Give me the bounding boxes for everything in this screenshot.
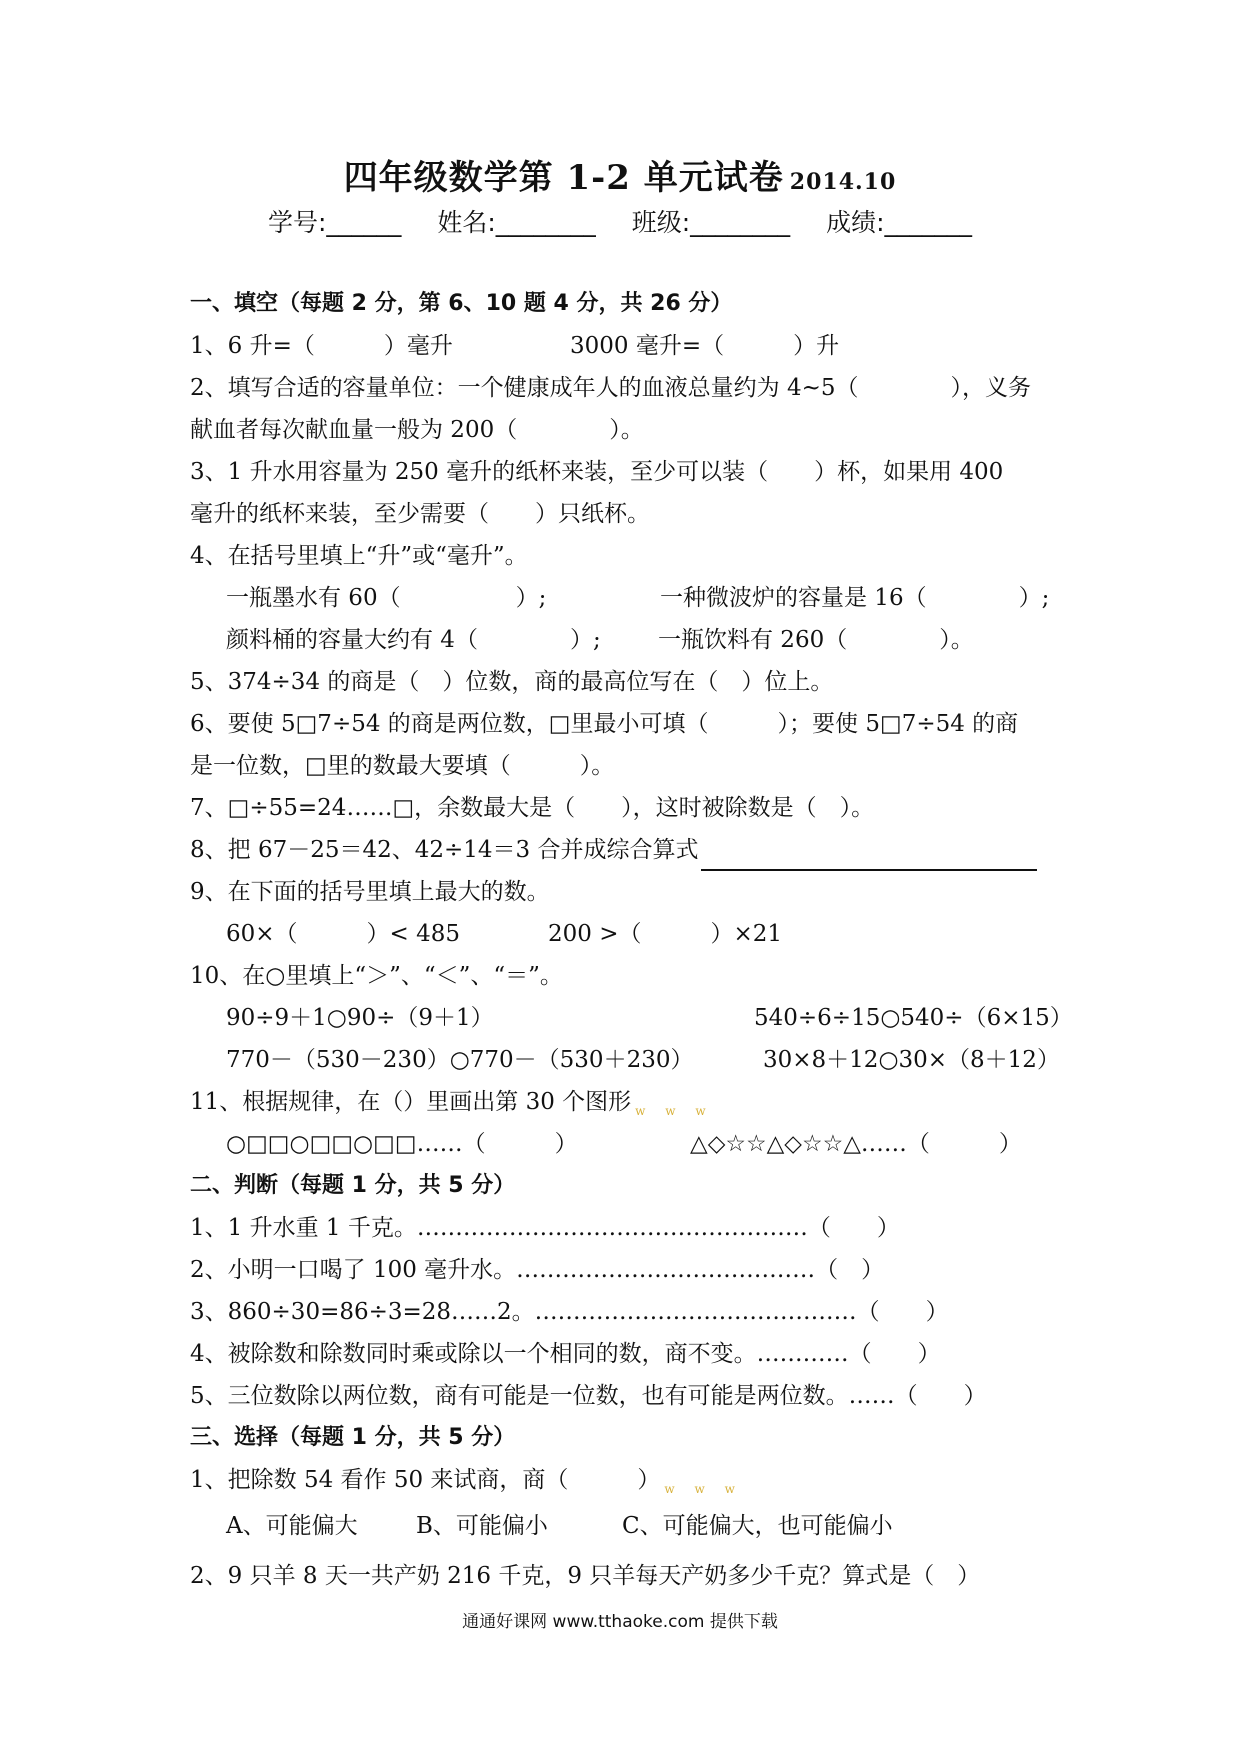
question-text: 8、把 67－25＝42、42÷14＝3 合并成综合算式 xyxy=(190,837,699,863)
question-2-line-1: 2、填写合适的容量单位：一个健康成年人的血液总量约为 4~5（ ），义务 xyxy=(190,375,1031,401)
question-4-row-1 xyxy=(190,577,1060,619)
question-6-line-2: 是一位数，□里的数最大要填（ ）。 xyxy=(190,753,615,779)
title-text: 四年级数学第 1-2 单元试卷 xyxy=(343,158,784,198)
option-a: A、可能偏大 xyxy=(226,1513,358,1539)
question-text: 30×8＋12○30×（8＋12） xyxy=(763,1047,1060,1073)
question-text: 1、6 升=（ ）毫升 xyxy=(190,333,453,359)
question-3-line-1: 3、1 升水用容量为 250 毫升的纸杯来装，至少可以装（ ）杯，如果用 400 xyxy=(190,459,1004,485)
option-b: B、可能偏小 xyxy=(416,1513,548,1539)
question-text: 3000 毫升=（ ）升 xyxy=(570,333,840,359)
question-text: 颜料桶的容量大约有 4（ ）; xyxy=(226,627,601,653)
question-3-line-2: 毫升的纸杯来装，至少需要（ ）只纸杯。 xyxy=(190,501,650,527)
answer-underline xyxy=(701,839,1037,871)
question-9-row xyxy=(190,913,1060,955)
exam-content xyxy=(190,283,1073,1597)
section-heading: 三、选择（每题 1 分，共 5 分） xyxy=(190,1425,516,1450)
question-10: 10、在○里填上“＞”、“＜”、“＝”。 xyxy=(190,963,563,989)
question-text: 一种微波炉的容量是 16（ ）; xyxy=(660,585,1050,611)
question-10-row-2 xyxy=(190,1039,1060,1081)
judgement-item-3: 3、860÷30=86÷3=28……2。……………………………………（ ） xyxy=(190,1299,949,1325)
question-4-row-2 xyxy=(190,619,1060,661)
section-heading: 一、填空（每题 2 分，第 6、10 题 4 分，共 26 分） xyxy=(190,291,733,316)
question-4: 4、在括号里填上“升”或“毫升”。 xyxy=(190,543,528,569)
question-text: 11、根据规律，在（）里画出第 30 个图形 xyxy=(190,1089,632,1115)
footer-text: 通通好课网 www.tthaoke.com 提供下载 xyxy=(462,1612,778,1632)
question-text: 60×（ ）< 485 xyxy=(226,921,461,947)
judgement-item-4: 4、被除数和除数同时乘或除以一个相同的数，商不变。…………（ ） xyxy=(190,1341,941,1367)
student-name-field: 姓名:________ xyxy=(437,208,596,237)
question-9: 9、在下面的括号里填上最大的数。 xyxy=(190,879,550,905)
choice-options xyxy=(190,1501,1060,1551)
choice-question-1 xyxy=(190,1459,1060,1501)
judgement-item-2: 2、小明一口喝了 100 毫升水。…………………………………（ ） xyxy=(190,1257,885,1283)
question-8 xyxy=(190,829,1060,871)
question-text: 200 >（ ）×21 xyxy=(548,921,783,947)
judgement-item-1: 1、1 升水重 1 千克。……………………………………………（ ） xyxy=(190,1215,900,1241)
section-heading: 二、判断（每题 1 分，共 5 分） xyxy=(190,1173,516,1198)
class-field: 班级:________ xyxy=(631,208,791,237)
choice-question-2: 2、9 只羊 8 天一共产奶 216 千克，9 只羊每天产奶多少千克？算式是（ ） xyxy=(190,1563,981,1589)
question-11 xyxy=(190,1081,1060,1123)
question-6-line-1: 6、要使 5□7÷54 的商是两位数，□里最小可填（ ）；要使 5□7÷54 的商 xyxy=(190,711,1019,737)
student-id-field: 学号:______ xyxy=(267,208,402,237)
question-text: 1、把除数 54 看作 50 来试商，商（ ） xyxy=(190,1467,661,1493)
question-text: 一瓶墨水有 60（ ）; xyxy=(226,585,547,611)
watermark-mark: w w w xyxy=(635,1104,714,1118)
question-text: 90÷9＋1○90÷（9＋1） xyxy=(226,1005,494,1031)
question-text: △◇☆☆△◇☆☆△……（ ） xyxy=(690,1131,1022,1157)
question-text: 770－（530－230）○770－（530＋230） xyxy=(226,1047,694,1073)
question-10-row-1 xyxy=(190,997,1073,1039)
title-date: 2014.10 xyxy=(789,169,897,195)
question-5: 5、374÷34 的商是（ ）位数，商的最高位写在（ ）位上。 xyxy=(190,669,834,695)
page-title xyxy=(0,150,1240,199)
student-info-row xyxy=(0,203,1240,239)
question-7: 7、□÷55=24……□，余数最大是（ ），这时被除数是（ ）。 xyxy=(190,795,875,821)
question-2-line-2: 献血者每次献血量一般为 200（ ）。 xyxy=(190,417,644,443)
score-field: 成绩:_______ xyxy=(826,208,973,237)
watermark-mark: w w w xyxy=(664,1482,743,1496)
question-1 xyxy=(190,325,1060,367)
option-c: C、可能偏大，也可能偏小 xyxy=(622,1513,893,1539)
question-11-row xyxy=(190,1123,1060,1165)
question-text: ○□□○□□○□□……（ ） xyxy=(226,1131,578,1157)
judgement-item-5: 5、三位数除以两位数，商有可能是一位数，也有可能是两位数。……（ ） xyxy=(190,1383,987,1409)
question-text: 540÷6÷15○540÷（6×15） xyxy=(754,1005,1073,1031)
question-text: 一瓶饮料有 260（ ）。 xyxy=(658,627,974,653)
